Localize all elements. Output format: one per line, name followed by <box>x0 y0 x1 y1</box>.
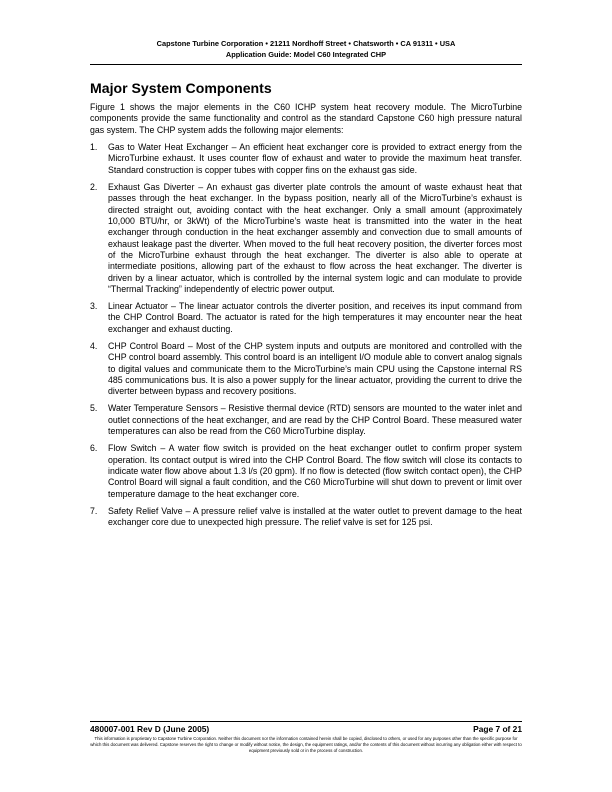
item-text: CHP Control Board – Most of the CHP system inputs and outputs are monitored and controlled with the CHP control board assembly. This control board is an intelligent I/O module able to convert analog signals to digital values and communicate them to the MicroTurbine’s main CPU using the Capstone internal RS 485 communications bus. It is also a power supply for the linear actuator, providing the current to drive the diverter between bypass and recovery positions. <box>108 340 522 397</box>
footer-page-number: Page 7 of 21 <box>473 724 522 734</box>
page-footer <box>90 724 522 755</box>
section-title: Major System Components <box>90 80 272 96</box>
item-number: 7. <box>90 505 98 516</box>
item-text: Linear Actuator – The linear actuator controls the diverter position, and receives its input command from the CHP Control Board. The actuator is rated for the high temperatures it may encounter near the heat exchanger and exhaust ducting. <box>108 301 522 334</box>
item-text: Exhaust Gas Diverter – An exhaust gas diverter plate controls the amount of waste exhaust heat that passes through the heat exchanger. In the bypass position, nearly all of the MicroTurbine’s exhaust is directed straight out, avoiding contact with the heat exchanger. Only a small amount (approximately 10,000 BTU/hr, or 3kWt) of the MicroTurbine’s waste heat is transmitted into the water in the heat exchanger through conduction in the heat exchanger assembly and convection due to small amounts of exhaust leakage past the diverter. When moved to the full heat recovery position, the diverter forces most of the MicroTurbine exhaust through the heat exchanger. The diverter is also able to operate at intermediate positions, allowing part of the exhaust to flow across the heat exchanger. The diverter is driven by a linear actuator, which is controlled by the internal system logic and can modulate to provide “Thermal Tracking” independently of electric power output. <box>108 181 522 294</box>
footer-divider <box>90 721 522 722</box>
header-divider <box>90 64 522 65</box>
component-list <box>90 142 522 528</box>
intro-paragraph: Figure 1 shows the major elements in the C60 ICHP system heat recovery module. The MicroTurbine components provide the same functionality and control as the standard Capstone C60 high pressure natural gas system. The CHP system adds the following major elements: <box>90 102 522 135</box>
footer-row <box>90 724 522 735</box>
item-number: 5. <box>90 403 98 414</box>
page-header <box>0 38 612 60</box>
item-text: Safety Relief Valve – A pressure relief valve is installed at the water outlet to prevent damage to the heat exchanger core due to unexpected high pressure. The relief valve is set for 125 psi. <box>108 505 522 528</box>
main-content <box>90 79 522 534</box>
item-number: 3. <box>90 301 98 312</box>
list-item <box>90 182 522 295</box>
header-address: Capstone Turbine Corporation • 21211 Nordhoff Street • Chatsworth • CA 91311 • USA <box>156 39 456 48</box>
item-number: 2. <box>90 181 98 192</box>
footer-disclaimer: This information is proprietary to Capstone Turbine Corporation. Neither this document nor the information contained herein shall be copied, disclosed to others, or used for any purposes other than the specific purpose for which this document was delivered. Capstone reserves the right to change or modify without notice, the design, the equipment ratings, and/or the contents of this document without incurring any obligation either with respect to equipment previously sold or in the process of construction. <box>90 736 522 754</box>
item-text: Gas to Water Heat Exchanger – An efficient heat exchanger core is provided to extract energy from the MicroTurbine exhaust. It uses counter flow of exhaust and water to provide the maximum heat transfer. Standard construction is copper tubes with copper fins on the exhaust gas side. <box>108 142 522 175</box>
footer-doc-id: 480007-001 Rev D (June 2005) <box>90 724 210 734</box>
item-number: 6. <box>90 443 98 454</box>
list-item <box>90 341 522 398</box>
list-item <box>90 403 522 437</box>
list-item <box>90 506 522 529</box>
list-item <box>90 443 522 500</box>
list-item <box>90 142 522 176</box>
item-text: Water Temperature Sensors – Resistive thermal device (RTD) sensors are mounted to the water inlet and outlet connections of the heat exchanger, and are read by the CHP Control Board. These measured water temperatures can also be read from the C60 MicroTurbine display. <box>108 403 522 437</box>
item-number: 1. <box>90 142 98 153</box>
header-doc-title: Application Guide: Model C60 Integrated CHP <box>225 50 387 59</box>
item-text: Flow Switch – A water flow switch is provided on the heat exchanger outlet to confirm proper system operation. Its contact output is wired into the CHP Control Board. The flow switch will close its contacts to indicate water flow above about 1.3 l/s (20 gpm). If no flow is detected (flow switch contact open), the CHP Control Board will signal a fault condition, and the C60 MicroTurbine will shut down to prevent or limit over temperature damage to the heat exchanger core. <box>108 443 522 499</box>
item-number: 4. <box>90 340 98 351</box>
list-item <box>90 301 522 335</box>
